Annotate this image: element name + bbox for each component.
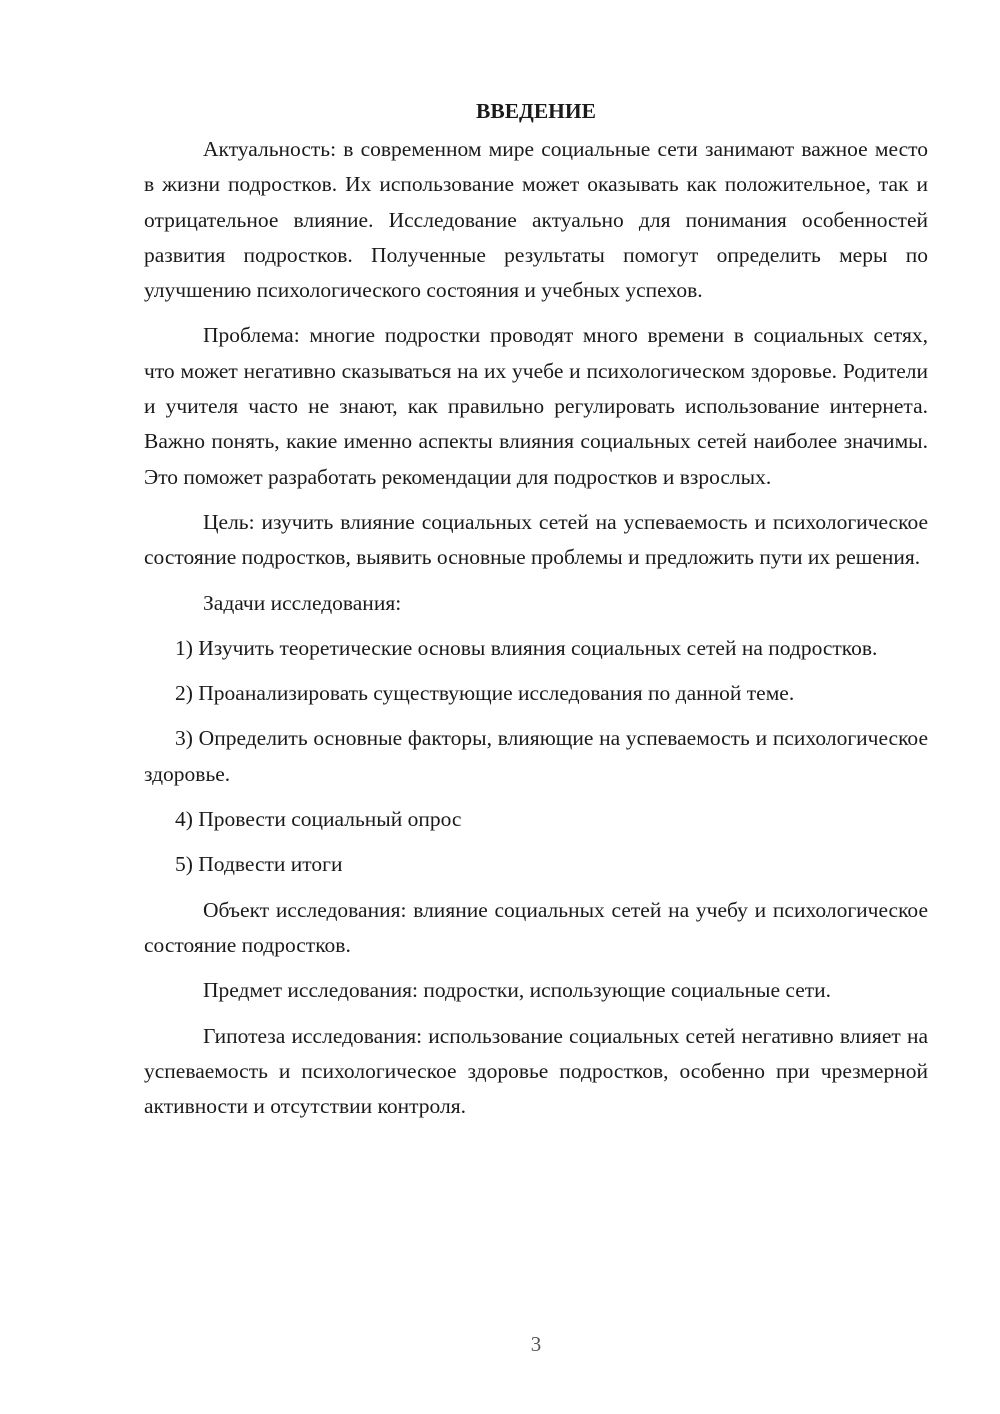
problem-paragraph: Проблема: многие подростки проводят много времени в социальных сетях, что может негативно сказываться на их учебе и психологическом здоровье. Родители и учителя часто не знают, как правильно регулировать использование интернета. Важно понять, какие именно аспекты влияния социальных сетей наиболее значимы. Это поможет разработать рекомендации для подростков и взрослых. <box>144 323 928 489</box>
task-item-5: 5) Подвести итоги <box>175 852 343 877</box>
goal-paragraph: Цель: изучить влияние социальных сетей на успеваемость и психологическое состояние подростков, выявить основные проблемы и предложить пути их решения. <box>144 509 928 570</box>
tasks-heading: Задачи исследования: <box>203 590 402 615</box>
task-item-2: 2) Проанализировать существующие исследования по данной теме. <box>175 681 795 706</box>
document-page <box>144 96 928 1134</box>
subject-paragraph: Предмет исследования: подростки, использующие социальные сети. <box>203 978 832 1003</box>
hypothesis-paragraph: Гипотеза исследования: использование социальных сетей негативно влияет на успеваемость и психологическое здоровье подростков, особенно при чрезмерной активности и отсутствии контроля. <box>144 1023 928 1119</box>
page-number: 3 <box>530 1332 542 1356</box>
object-paragraph: Объект исследования: влияние социальных сетей на учебу и психологическое состояние подростков. <box>144 897 928 957</box>
task-item-4: 4) Провести социальный опрос <box>175 807 462 832</box>
relevance-paragraph: Актуальность: в современном мире социальные сети занимают важное место в жизни подростков. Их использование может оказывать как положительное, так и отрицательное влияние. Исследование актуально для понимания особенностей развития подростков. Полученные результаты помогут определить меры по улучшению психологического состояния и учебных успехов. <box>144 137 928 303</box>
task-item-1: 1) Изучить теоретические основы влияния социальных сетей на подростков. <box>175 635 878 660</box>
section-heading: ВВЕДЕНИЕ <box>476 99 596 123</box>
task-item-3: 3) Определить основные факторы, влияющие на успеваемость и психологическое здоровье. <box>144 726 928 786</box>
